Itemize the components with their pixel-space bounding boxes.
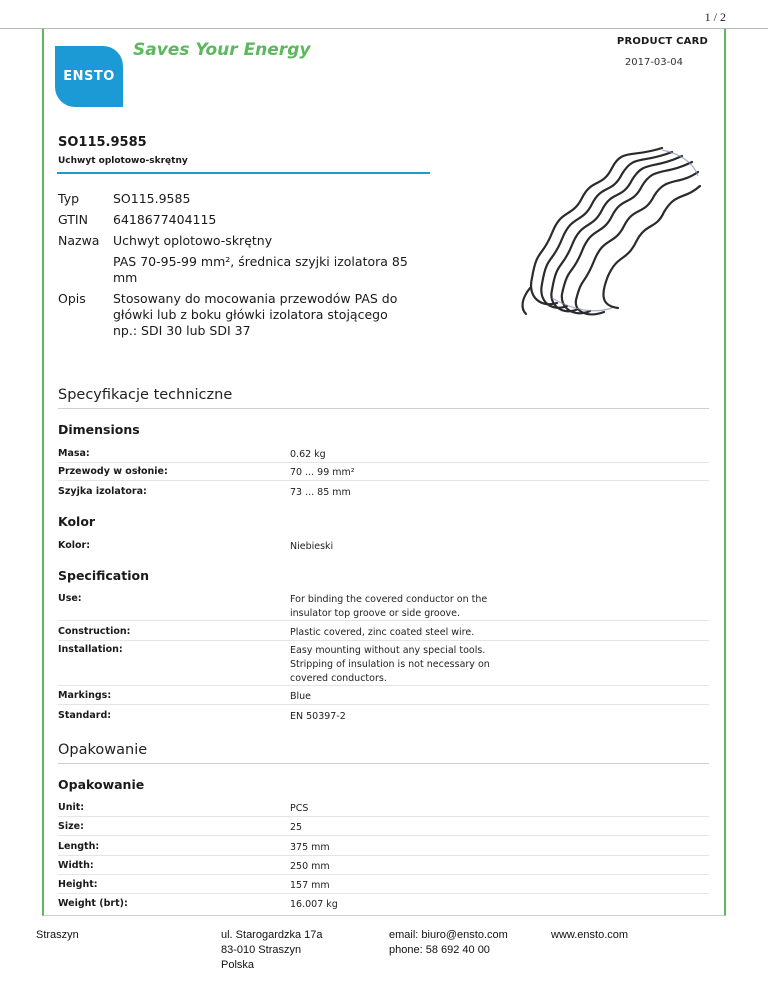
card-label: PRODUCT CARD (616, 36, 708, 47)
row-divider (58, 874, 709, 875)
row-label: Height: (58, 879, 98, 890)
info-label: Nazwa (58, 233, 100, 248)
row-label: Use: (58, 593, 82, 604)
info-value-line: Uchwyt oplotowo-skrętny (113, 233, 273, 248)
footer-email[interactable]: email: biuro@ensto.com (389, 929, 508, 941)
footer-address-line: 83-010 Straszyn (221, 944, 302, 956)
ensto-logo (55, 46, 123, 107)
row-value: 73 ... 85 mm (290, 487, 351, 498)
info-row-gtin (58, 212, 428, 228)
row-value: 25 (290, 822, 303, 833)
row-label: Markings: (58, 690, 112, 701)
footer-city: Straszyn (36, 929, 79, 941)
row-value (290, 644, 540, 686)
row-value: Plastic covered, zinc coated steel wire. (290, 627, 475, 638)
info-value: SO115.9585 (113, 191, 191, 206)
title-underline (57, 172, 430, 174)
row-label: Masa: (58, 448, 90, 459)
info-value (113, 291, 428, 339)
specification-title: Specification (58, 568, 149, 583)
footer-website-link[interactable]: www.ensto.com (551, 929, 629, 941)
row-value-line: Easy mounting without any special tools. (290, 645, 486, 656)
card-date: 2017-03-04 (624, 57, 683, 68)
footer-contact (389, 928, 508, 958)
row-value: Blue (290, 691, 312, 702)
slogan: Saves Your Energy (133, 40, 311, 60)
info-value (113, 233, 428, 286)
row-value: 157 mm (290, 880, 330, 891)
info-value-line: PAS 70-95-99 mm², średnica szyjki izolatora 85 (113, 254, 408, 269)
row-value (290, 593, 540, 621)
info-value-line: mm (113, 270, 138, 285)
footer-phone: phone: 58 692 40 00 (389, 944, 490, 956)
footer-address-line: Polska (221, 959, 255, 971)
row-divider (58, 620, 709, 621)
row-value-line: insulator top groove or side groove. (290, 608, 461, 619)
row-value: PCS (290, 803, 309, 814)
section-divider (58, 763, 709, 764)
info-label: GTIN (58, 212, 88, 227)
info-row-nazwa (58, 233, 428, 286)
info-label: Opis (58, 291, 86, 306)
row-label: Construction: (58, 626, 131, 637)
info-value: 6418677404115 (113, 212, 217, 227)
row-label: Przewody w osłonie: (58, 466, 168, 477)
info-label: Typ (58, 191, 80, 206)
tech-specs-title: Specyfikacje techniczne (58, 387, 233, 403)
row-value: 375 mm (290, 842, 330, 853)
row-label: Weight (brt): (58, 898, 128, 909)
product-code: SO115.9585 (58, 135, 147, 150)
page-number: 1 / 2 (704, 10, 726, 24)
row-value: 0.62 kg (290, 449, 326, 460)
row-value: Niebieski (290, 541, 334, 552)
info-value-line: np.: SDI 30 lub SDI 37 (113, 323, 251, 338)
info-value-line: Stosowany do mocowania przewodów PAS do (113, 291, 398, 306)
row-label: Unit: (58, 802, 85, 813)
row-divider (58, 704, 709, 705)
row-divider (58, 816, 709, 817)
info-value-line: główki lub z boku główki izolatora stojącego (113, 307, 388, 322)
section-divider (58, 408, 709, 409)
row-divider (58, 480, 709, 481)
footer-address-line: ul. Starogardzka 17a (221, 929, 323, 941)
row-divider (58, 893, 709, 894)
row-value: 16.007 kg (290, 899, 338, 910)
row-value-line: For binding the covered conductor on the (290, 594, 488, 605)
packaging-section-title: Opakowanie (58, 742, 148, 758)
row-label: Szyjka izolatora: (58, 486, 147, 497)
row-label: Size: (58, 821, 84, 832)
row-label: Standard: (58, 710, 112, 721)
packaging-title: Opakowanie (58, 777, 145, 792)
row-divider (58, 640, 709, 641)
row-divider (58, 462, 709, 463)
row-value: EN 50397-2 (290, 711, 346, 722)
row-label: Width: (58, 860, 94, 871)
dimensions-title: Dimensions (58, 422, 140, 437)
info-row-opis (58, 291, 428, 339)
logo-text: ENSTO (63, 69, 115, 84)
footer-address (221, 928, 323, 973)
row-divider (58, 855, 709, 856)
row-value-line: covered conductors. (290, 673, 387, 684)
product-name: Uchwyt oplotowo-skrętny (58, 156, 188, 166)
product-info (58, 191, 428, 344)
kolor-title: Kolor (58, 514, 96, 529)
row-divider (58, 835, 709, 836)
info-row-typ (58, 191, 428, 207)
row-label: Length: (58, 841, 100, 852)
row-divider (58, 685, 709, 686)
row-value: 70 ... 99 mm² (290, 467, 355, 478)
row-value-line: Stripping of insulation is not necessary on (290, 659, 490, 670)
row-label: Kolor: (58, 540, 90, 551)
row-label: Installation: (58, 644, 123, 655)
product-image (512, 138, 708, 320)
row-value: 250 mm (290, 861, 330, 872)
